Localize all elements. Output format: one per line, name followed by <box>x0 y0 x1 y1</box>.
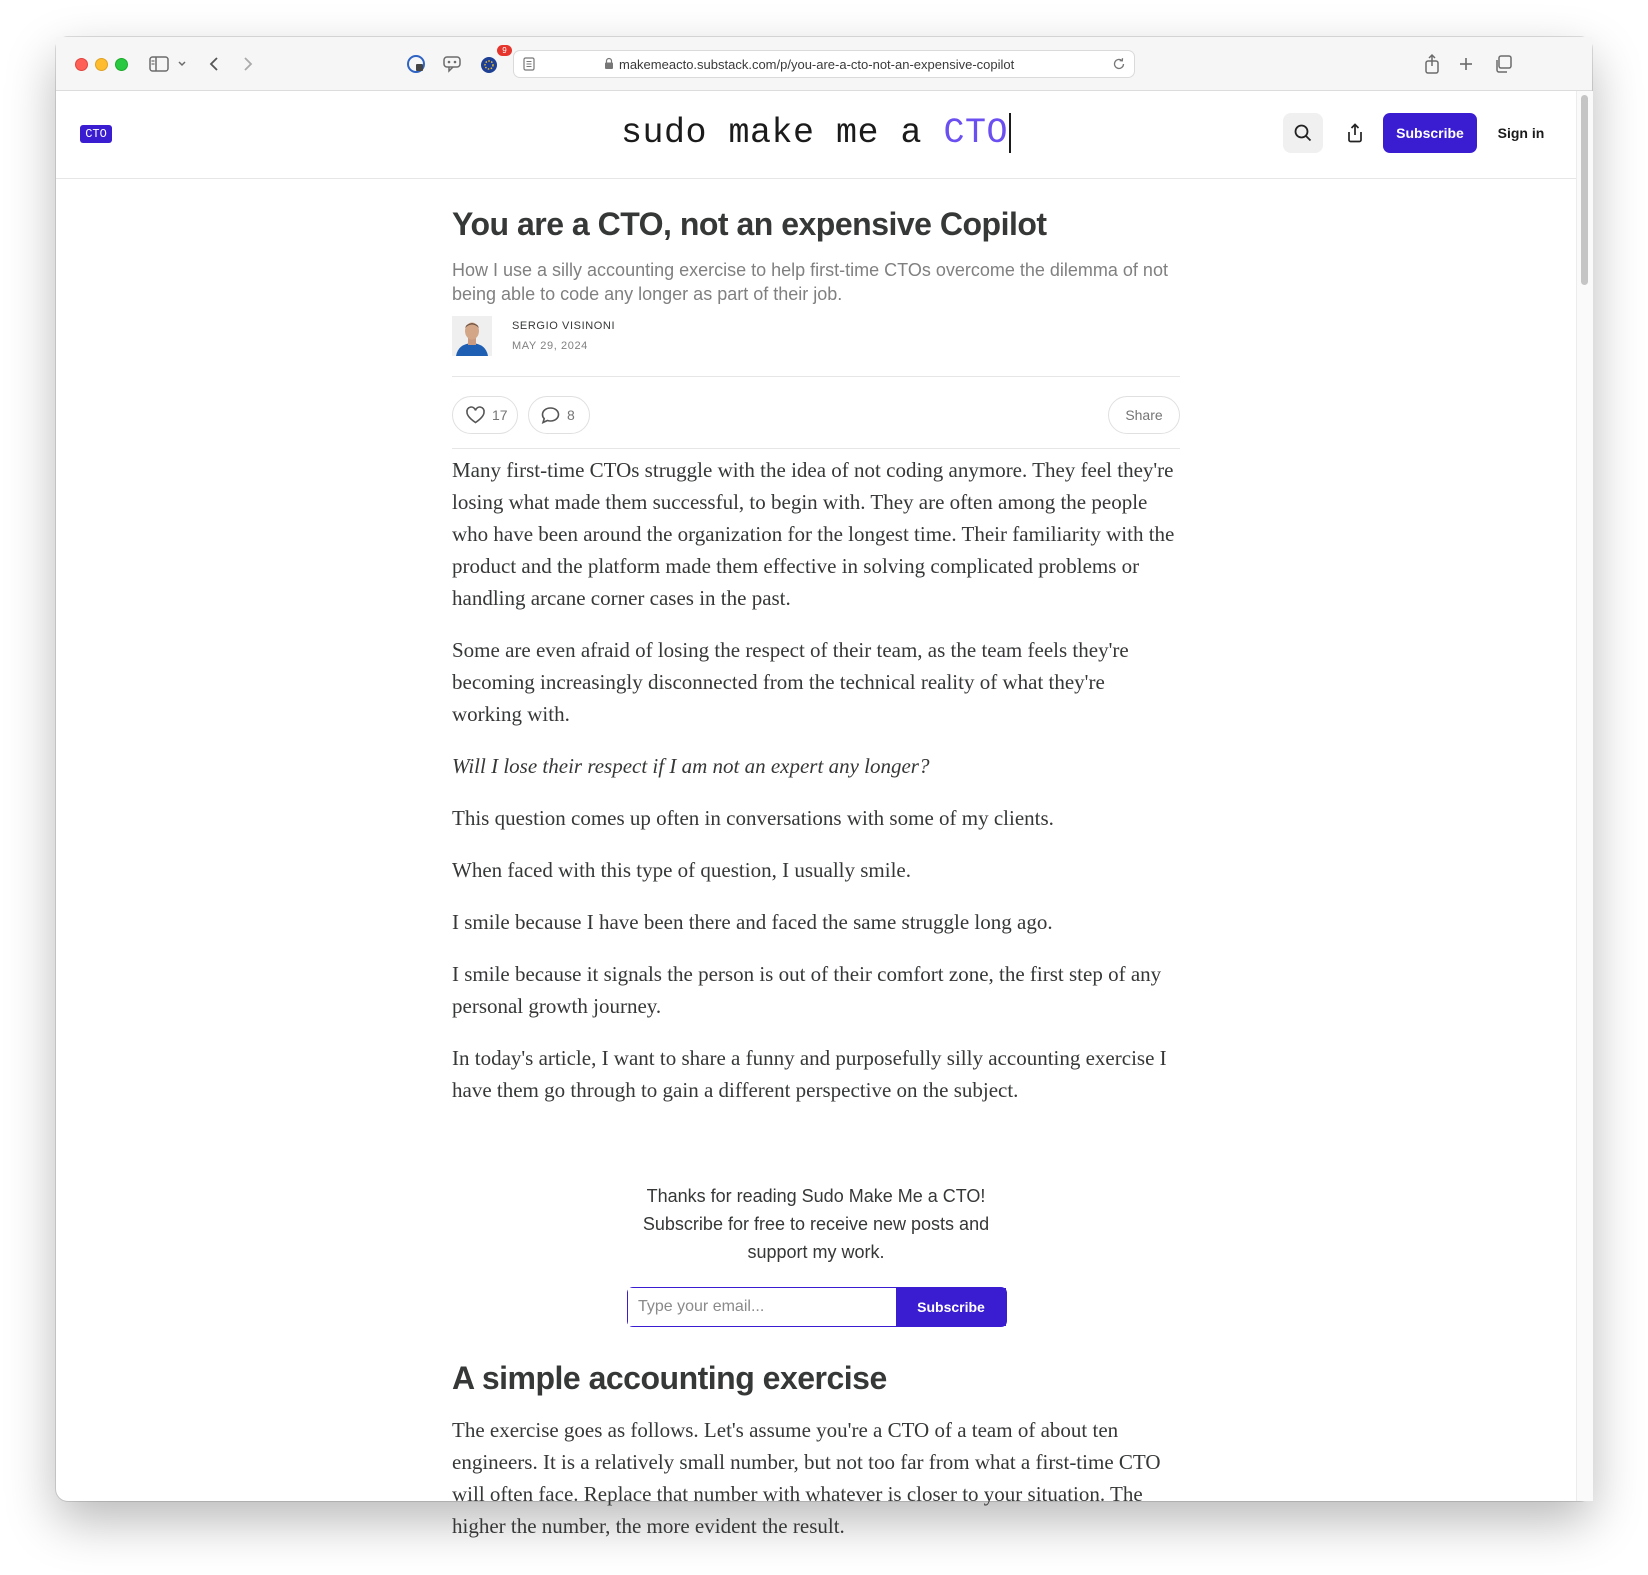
divider <box>452 376 1180 377</box>
paragraph: I smile because it signals the person is out of their comfort zone, the first step of any personal growth journey. <box>452 962 1162 1018</box>
site-header <box>56 91 1576 179</box>
close-window-button[interactable] <box>75 58 88 71</box>
avatar[interactable] <box>452 316 492 356</box>
post-subtitle: How I use a silly accounting exercise to help first-time CTOs overcome the dilemma of not being able to code any longer as part of their job. <box>452 260 1168 304</box>
new-tab-icon[interactable] <box>1456 53 1476 75</box>
paragraph: Many first-time CTOs struggle with the idea of not coding anymore. They feel they're losing what made them successful, to begin with. They are often among the people who have been around the organization for the longest time. Their familiarity with the product and the platform made them effective in solving complicated problems or handling arcane corner cases in the past. <box>452 458 1175 610</box>
minimize-window-button[interactable] <box>95 58 108 71</box>
email-subscribe-form <box>627 1287 1007 1327</box>
reader-icon[interactable] <box>523 57 535 76</box>
forward-icon[interactable] <box>240 53 256 75</box>
callout-line: Subscribe for free to receive new posts and <box>642 1214 990 1234</box>
sign-in-button[interactable]: Sign in <box>1481 113 1561 153</box>
back-icon[interactable] <box>206 53 222 75</box>
scrollbar-track[interactable] <box>1576 91 1593 1501</box>
url-text: makemeacto.substack.com/p/you-are-a-cto-not-an-expensive-copilot <box>619 57 1015 72</box>
author-name[interactable]: SERGIO VISINONI <box>512 320 616 332</box>
section-heading: A simple accounting exercise <box>452 1360 887 1396</box>
eu-extension-icon[interactable] <box>478 53 500 75</box>
comment-count: 8 <box>567 407 575 423</box>
callout-line: support my work. <box>747 1242 885 1262</box>
paragraph: The exercise goes as follows. Let's assume you're a CTO of a team of about ten engineers. It is a relatively small number, but not too far from what a first-time CTO will often face. Replace that number with whatever is closer to your situation. The higher the number, the more evident the result. <box>452 1418 1161 1538</box>
site-logo[interactable]: CTO <box>80 125 112 143</box>
browser-window <box>56 37 1592 1538</box>
extension-badge: 9 <box>497 45 512 56</box>
address-bar[interactable] <box>513 50 1135 78</box>
paragraph: In today's article, I want to share a funny and purposefully silly accounting exercise I have them go through to gain a different perspective on the subject. <box>452 1046 1167 1102</box>
email-field[interactable] <box>628 1288 896 1326</box>
section-body <box>452 1414 1180 1542</box>
share-icon <box>1347 123 1363 143</box>
site-title-prefix: sudo make me a <box>620 113 923 153</box>
like-count: 17 <box>492 407 508 423</box>
post-share-button[interactable] <box>1108 396 1180 434</box>
browser-toolbar <box>56 37 1592 91</box>
subscribe-button[interactable]: Subscribe <box>1383 113 1477 153</box>
form-subscribe-button[interactable]: Subscribe <box>896 1288 1006 1326</box>
password-extension-icon[interactable] <box>405 53 427 75</box>
divider <box>452 448 1180 449</box>
post-title: You are a CTO, not an expensive Copilot <box>452 206 1047 242</box>
like-button[interactable] <box>452 396 518 434</box>
share-button[interactable] <box>1335 113 1375 153</box>
chevron-down-icon[interactable] <box>176 53 188 75</box>
tab-overview-icon[interactable] <box>1492 53 1514 75</box>
heart-icon <box>466 407 485 424</box>
scrollbar-thumb[interactable] <box>1581 95 1588 285</box>
paragraph: This question comes up often in conversations with some of my clients. <box>452 806 1054 830</box>
paragraph: Will I lose their respect if I am not an expert any longer? <box>452 754 930 778</box>
search-icon <box>1294 124 1312 142</box>
lock-icon <box>604 57 614 75</box>
callout-line: Thanks for reading Sudo Make Me a CTO! <box>646 1186 986 1206</box>
paragraph: I smile because I have been there and faced the same struggle long ago. <box>452 910 1053 934</box>
share-icon[interactable] <box>1422 53 1442 75</box>
post-share-label: Share <box>1125 407 1163 423</box>
reload-icon[interactable] <box>1112 57 1126 76</box>
chat-extension-icon[interactable] <box>441 53 463 75</box>
search-button[interactable] <box>1283 113 1323 153</box>
site-title-accent: CTO <box>944 113 1012 153</box>
post-body <box>452 454 1180 1126</box>
comment-button[interactable] <box>528 396 590 434</box>
zoom-window-button[interactable] <box>115 58 128 71</box>
paragraph: When faced with this type of question, I usually smile. <box>452 858 911 882</box>
subscribe-callout <box>452 1182 1180 1266</box>
post-date: MAY 29, 2024 <box>512 340 588 352</box>
comment-icon <box>541 406 560 424</box>
sidebar-toggle-icon[interactable] <box>148 53 170 75</box>
paragraph: Some are even afraid of losing the respect of their team, as the team feels they're becoming increasingly disconnected from the technical reality of what they're working with. <box>452 638 1129 726</box>
